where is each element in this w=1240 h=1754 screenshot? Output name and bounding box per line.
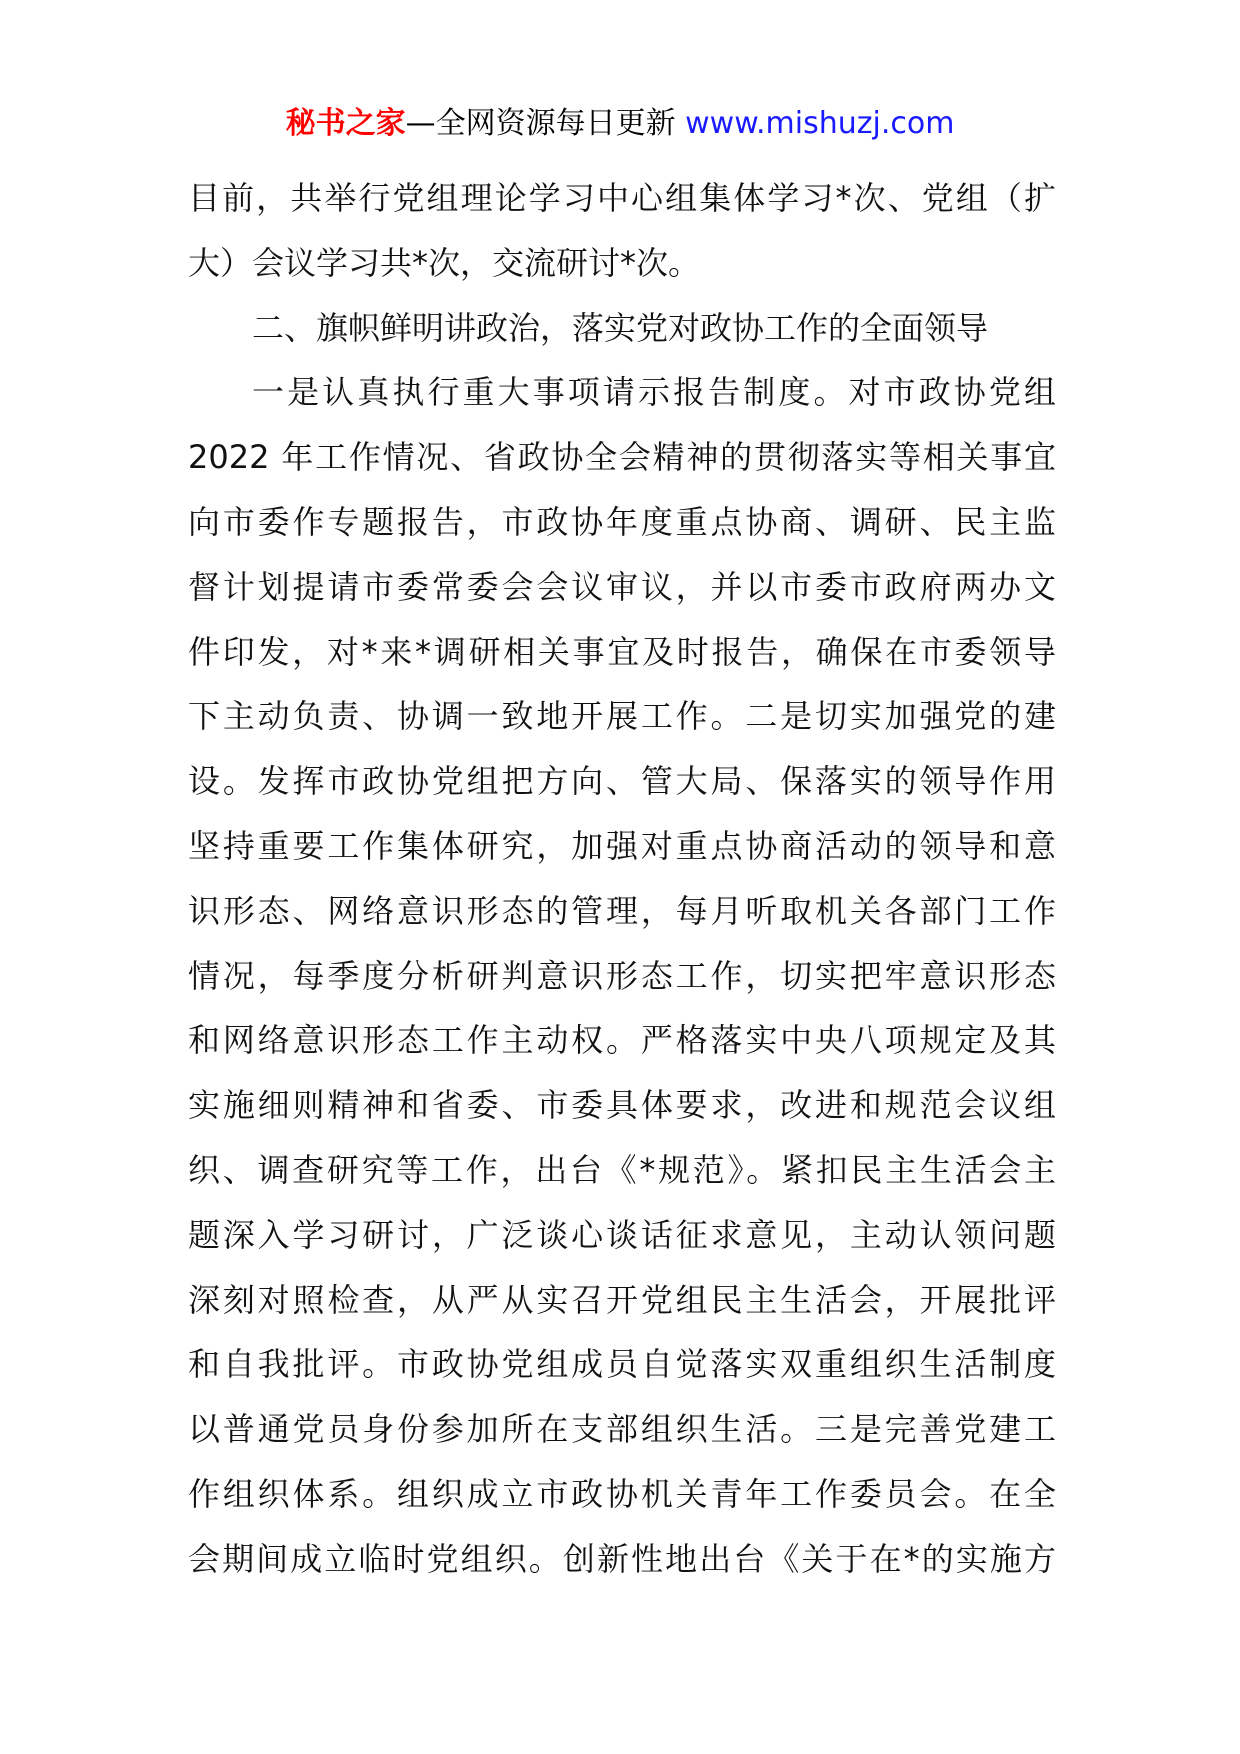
- brand-name: 秘书之家: [285, 106, 406, 141]
- text-line: 深刻对照检查，从严从实召开党组民主生活会，开展批评: [188, 1280, 1056, 1319]
- header-tagline: —全网资源每日更新: [405, 106, 686, 141]
- text-line: 一是认真执行重大事项请示报告制度。对市政协党组: [252, 373, 1056, 412]
- text-line: 和网络意识形态工作主动权。严格落实中央八项规定及其: [188, 1021, 1056, 1060]
- text-line: 识形态、网络意识形态的管理，每月听取机关各部门工作: [188, 891, 1056, 930]
- text-line: 织、调查研究等工作，出台《*规范》。紧扣民主生活会主: [188, 1150, 1056, 1189]
- document-body: [188, 166, 1056, 1592]
- site-url-link[interactable]: www.mishuzj.com: [685, 106, 955, 141]
- section-heading: 二、旗帜鲜明讲政治，落实党对政协工作的全面领导: [252, 308, 989, 347]
- text-line: 件印发，对*来*调研相关事宜及时报告，确保在市委领导: [188, 632, 1056, 671]
- text-line: 会期间成立临时党组织。创新性地出台《关于在*的实施方: [188, 1539, 1056, 1578]
- text-line: 大）会议学习共*次，交流研讨*次。: [188, 243, 701, 282]
- text-line: 设。发挥市政协党组把方向、管大局、保落实的领导作用: [188, 762, 1056, 801]
- site-header: [0, 98, 1240, 150]
- text-line: 题深入学习研讨，广泛谈心谈话征求意见，主动认领问题: [188, 1215, 1056, 1254]
- text-line: 向市委作专题报告，市政协年度重点协商、调研、民主监: [188, 502, 1056, 541]
- text-line: 作组织体系。组织成立市政协机关青年工作委员会。在全: [188, 1474, 1056, 1513]
- text-line: 督计划提请市委常委会会议审议，并以市委市政府两办文: [188, 567, 1056, 606]
- text-line: 情况，每季度分析研判意识形态工作，切实把牢意识形态: [188, 956, 1056, 995]
- text-line: 坚持重要工作集体研究，加强对重点协商活动的领导和意: [188, 826, 1056, 865]
- text-line: 实施细则精神和省委、市委具体要求，改进和规范会议组: [188, 1086, 1056, 1125]
- text-line: 以普通党员身份参加所在支部组织生活。三是完善党建工: [188, 1410, 1056, 1449]
- text-line: 目前，共举行党组理论学习中心组集体学习*次、党组（扩: [188, 179, 1056, 217]
- text-line: 2022 年工作情况、省政协全会精神的贯彻落实等相关事宜: [188, 438, 1056, 477]
- text-line: 和自我批评。市政协党组成员自觉落实双重组织生活制度: [188, 1345, 1056, 1384]
- text-line: 下主动负责、协调一致地开展工作。二是切实加强党的建: [188, 697, 1056, 736]
